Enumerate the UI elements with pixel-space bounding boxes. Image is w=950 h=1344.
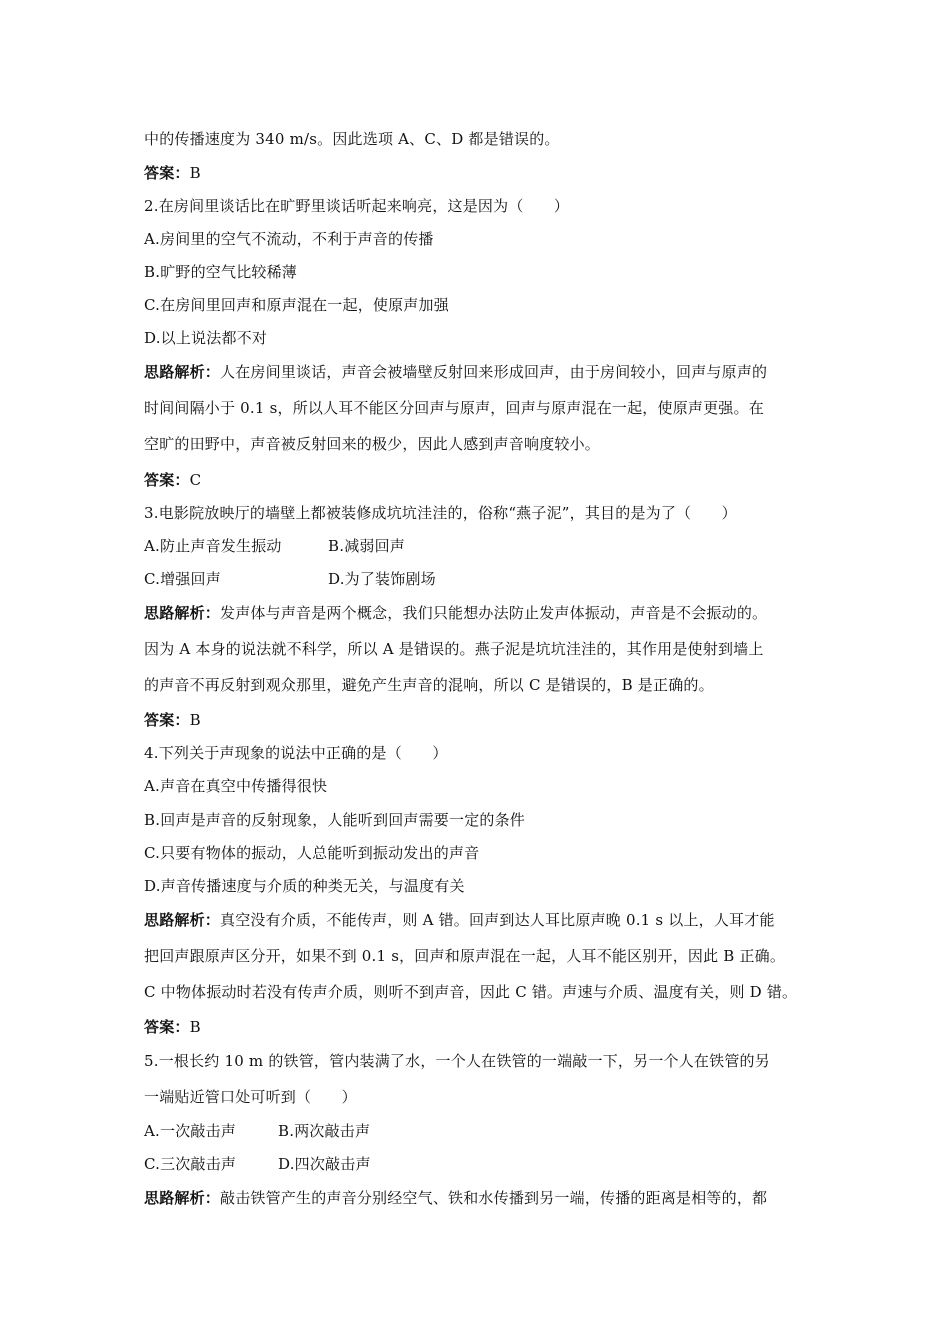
option-5c: C.三次敲击声 [144,1155,237,1173]
question-4: 4.下列关于声现象的说法中正确的是（ ） [144,744,448,762]
answer-label: 答案： [144,164,190,182]
text-line: 中的传播速度为 340 m/s。因此选项 A、C、D 都是错误的。 [144,130,560,148]
explanation-2-line-1 [144,363,767,381]
option-row-5-ab [144,1122,371,1140]
answer-value: C [189,471,202,489]
explanation-text: 人在房间里谈话，声音会被墙壁反射回来形成回声，由于房间较小，回声与原声的 [220,363,768,381]
option-5a: A.一次敲击声 [144,1122,237,1140]
explanation-text: 敲击铁管产生的声音分别经空气、铁和水传播到另一端，传播的距离是相等的，都 [220,1189,768,1207]
option-3d: D.为了装饰剧场 [328,570,436,588]
explanation-4-line-3: C 中物体振动时若没有传声介质，则听不到声音，因此 C 错。声速与介质、温度有关，则 D 错。 [144,983,798,1001]
explanation-4-line-1 [144,911,775,929]
answer-line [144,164,201,182]
option-2d: D.以上说法都不对 [144,329,268,347]
answer-value: B [189,711,201,729]
answer-label: 答案： [144,711,190,729]
option-4d: D.声音传播速度与介质的种类无关，与温度有关 [144,877,465,895]
explanation-text: 发声体与声音是两个概念，我们只能想办法防止发声体振动，声音是不会振动的。 [220,604,768,622]
explanation-label: 思路解析： [144,363,221,381]
explanation-2-line-3: 空旷的田野中，声音被反射回来的极少，因此人感到声音响度较小。 [144,435,601,453]
option-2a: A.房间里的空气不流动，不利于声音的传播 [144,230,434,248]
question-3: 3.电影院放映厅的墙壁上都被装修成坑坑洼洼的，俗称“燕子泥”，其目的是为了（ ） [144,504,737,522]
question-5-line-1: 5.一根长约 10 m 的铁管，管内装满了水，一个人在铁管的一端敲一下，另一个人在铁管的另 [144,1052,770,1070]
explanation-label: 思路解析： [144,1189,221,1207]
answer-value: B [189,164,201,182]
option-row-5-cd [144,1155,371,1173]
option-row-3-ab [144,537,405,555]
explanation-5-line-1 [144,1189,767,1207]
question-2: 2.在房间里谈话比在旷野里谈话听起来响亮，这是因为（ ） [144,197,570,215]
answer-label: 答案： [144,1018,190,1036]
option-3c: C.增强回声 [144,570,221,588]
answer-line [144,471,201,489]
explanation-label: 思路解析： [144,604,221,622]
option-row-3-cd [144,570,436,588]
option-2b: B.旷野的空气比较稀薄 [144,263,297,281]
answer-label: 答案： [144,471,190,489]
explanation-label: 思路解析： [144,911,221,929]
question-5-line-2: 一端贴近管口处可听到（ ） [144,1088,357,1106]
option-2c: C.在房间里回声和原声混在一起，使原声加强 [144,296,449,314]
explanation-2-line-2: 时间间隔小于 0.1 s，所以人耳不能区分回声与原声，回声与原声混在一起，使原声更强。在 [144,399,764,417]
explanation-text: 真空没有介质，不能传声，则 A 错。回声到达人耳比原声晚 0.1 s 以上，人耳才能 [220,911,775,929]
option-5d: D.四次敲击声 [278,1155,371,1173]
option-4a: A.声音在真空中传播得很快 [144,777,328,795]
answer-value: B [189,1018,201,1036]
option-4c: C.只要有物体的振动，人总能听到振动发出的声音 [144,844,480,862]
option-3b: B.减弱回声 [328,537,405,555]
option-3a: A.防止声音发生振动 [144,537,282,555]
explanation-4-line-2: 把回声跟原声区分开，如果不到 0.1 s，回声和原声混在一起，人耳不能区别开，因此 B 正确。 [144,947,786,965]
answer-line [144,711,201,729]
explanation-3-line-3: 的声音不再反射到观众那里，避免产生声音的混响，所以 C 是错误的，B 是正确的。 [144,676,714,694]
explanation-3-line-2: 因为 A 本身的说法就不科学，所以 A 是错误的。燕子泥是坑坑洼洼的，其作用是使射到墙上 [144,640,764,658]
option-5b: B.两次敲击声 [278,1122,371,1140]
answer-line [144,1018,201,1036]
option-4b: B.回声是声音的反射现象，人能听到回声需要一定的条件 [144,811,525,829]
explanation-3-line-1 [144,604,767,622]
